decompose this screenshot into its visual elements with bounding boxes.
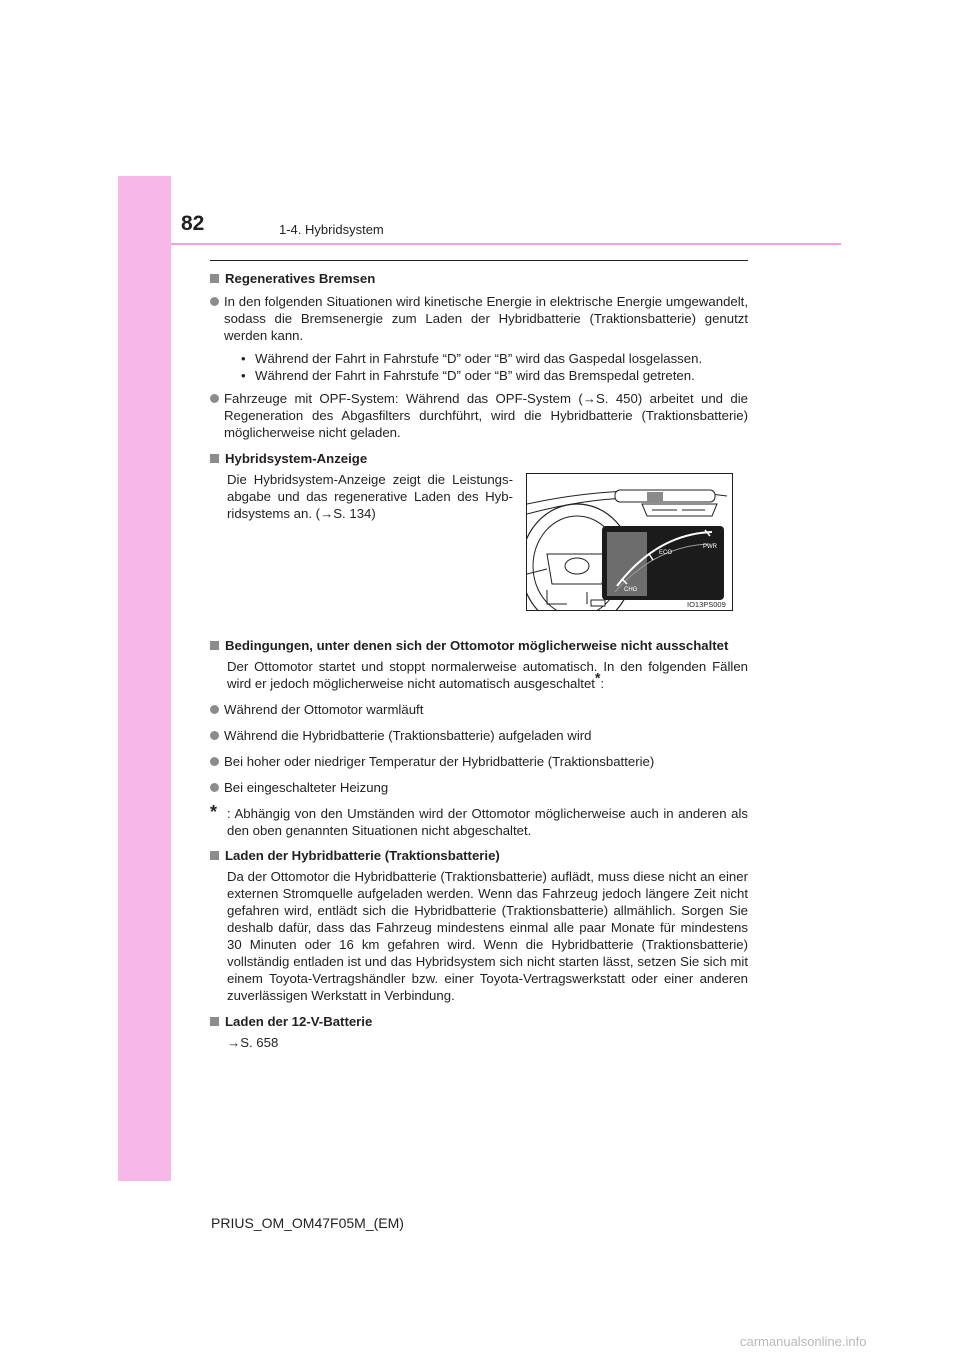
round-bullet-icon xyxy=(210,297,219,306)
section-heading: Laden der Hybridbatterie (Traktionsbatterie) xyxy=(210,847,748,864)
footnote: * : Abhängig von den Umständen wird der Ottomotor möglicherweise auch in anderen als den oben genannten Situationen nicht abgeschaltet. xyxy=(210,802,748,838)
round-bullet-icon xyxy=(210,394,219,403)
square-bullet-icon xyxy=(210,851,219,860)
section-heading: Hybridsystem-Anzeige xyxy=(210,450,748,467)
round-bullet-icon xyxy=(210,705,219,714)
square-bullet-icon xyxy=(210,641,219,650)
square-bullet-icon xyxy=(210,454,219,463)
dashboard-illustration xyxy=(526,473,733,611)
dashboard-drawing xyxy=(527,474,732,610)
square-bullet-icon xyxy=(210,274,219,283)
eco-label: ECO xyxy=(659,550,673,556)
hybrid-display-text: Die Hybridsystem-Anzeige zeigt die Leistungsabgabe und das regenerative Laden des Hybridsystems an. (→S. 134) xyxy=(227,472,513,521)
sub-list-item: • Während der Fahrt in Fahrstufe “D” oder “B” wird das Gaspedal losgelassen. xyxy=(241,351,703,366)
figure-code: IO13PS009 xyxy=(687,600,726,609)
page-reference: →S. 658 xyxy=(227,1035,279,1050)
section-heading: Bedingungen, unter denen sich der Ottomotor möglicherweise nicht ausschaltet xyxy=(210,637,748,654)
round-bullet-icon xyxy=(210,757,219,766)
section-paragraph: Da der Ottomotor die Hybridbatterie (Traktionsbatterie) auflädt, muss diese nicht an einer externen Stromquelle aufgeladen werden. Wenn das Fahrzeug jedoch längere Zeit nicht gefahren wird, entlädt sich die Hybridbatterie (Traktionsbatterie) allmählich. Sorgen Sie deshalb dafür, dass das Fahrzeug mindestens einmal alle paar Monate für mindestens 30 Minuten oder 16 km gefahren wird. Wenn die Hybridbatterie (Traktionsbatterie) vollständig entladen ist und das Hybridsystem sich nicht starten lässt, setzen Sie sich mit einem Toyota-Vertragshändler bzw. einer Toyota-Vertragswerkstatt oder einer anderen zuverlässigen Werkstatt in Verbindung. xyxy=(227,869,748,1003)
content xyxy=(210,270,748,1057)
watermark: carmanualsonline.info xyxy=(740,1334,867,1349)
side-tab xyxy=(118,176,171,1181)
hybrid-display-block xyxy=(210,471,748,631)
square-bullet-icon xyxy=(210,1017,219,1026)
list-item: Während die Hybridbatterie (Traktionsbatterie) aufgeladen wird xyxy=(210,727,748,744)
section-heading: Regeneratives Bremsen xyxy=(210,270,748,287)
sub-list-item: • Während der Fahrt in Fahrstufe “D” oder “B” wird das Bremspedal getreten. xyxy=(241,368,695,383)
pwr-label: PWR xyxy=(703,544,717,550)
round-bullet-icon xyxy=(210,731,219,740)
list-item: Während der Ottomotor warmläuft xyxy=(210,701,748,718)
chg-label: CHG xyxy=(624,587,638,593)
list-item: Bei eingeschalteter Heizung xyxy=(210,779,748,796)
footnote-star: * xyxy=(210,802,218,822)
section-paragraph: Der Ottomotor startet und stoppt normalerweise automatisch. In den folgenden Fällen wird er jedoch möglicherweise nicht automatisch ausgeschaltet*: xyxy=(227,659,748,691)
round-bullet-icon xyxy=(210,783,219,792)
header-rule xyxy=(171,243,841,245)
list-item: Bei hoher oder niedriger Temperatur der Hybridbatterie (Traktionsbatterie) xyxy=(210,753,748,770)
document-code: PRIUS_OM_OM47F05M_(EM) xyxy=(211,1215,404,1231)
list-item: In den folgenden Situationen wird kinetische Energie in elektrische Energie umgewandelt, sodass die Bremsenergie zum Laden der Hybridbatterie (Traktionsbatterie) genutzt werden kann. • Während der Fahrt in Fahrstufe “D” oder “B” wird das Gaspedal losgelassen. • Während der Fahrt in Fahrstufe “D” oder “B” wird das Bremspedal getreten. xyxy=(210,293,748,384)
section-heading: Laden der 12-V-Batterie xyxy=(210,1013,748,1030)
list-item: Fahrzeuge mit OPF-System: Während das OPF-System (→S. 450) arbeitet und die Regeneration des Abgasfilters durchführt, wird die Hybridbatterie (Traktionsbatterie) möglicherweise nicht geladen. xyxy=(210,390,748,441)
section-title: 1-4. Hybridsystem xyxy=(279,222,384,237)
content-rule xyxy=(210,260,748,261)
page-number: 82 xyxy=(181,212,205,235)
